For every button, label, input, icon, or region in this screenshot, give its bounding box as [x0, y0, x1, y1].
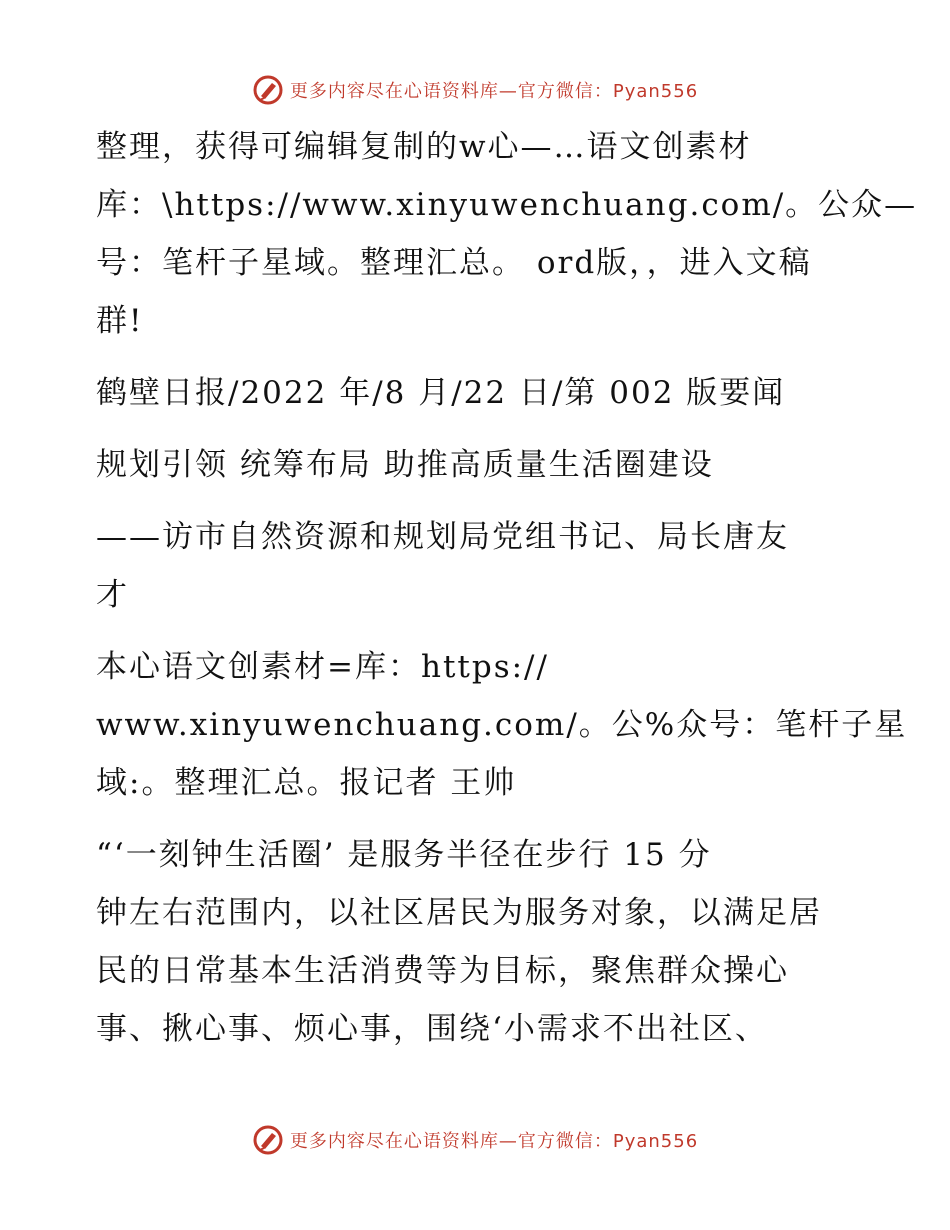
- article-subtitle: [96, 508, 866, 624]
- header-watermark: [0, 70, 950, 110]
- watermark-text: [290, 77, 698, 103]
- footer-watermark: [0, 1120, 950, 1160]
- text-line: 事、揪心事、烦心事，围绕‘小需求不出社区、: [96, 1011, 768, 1047]
- text-line: “‘一刻钟生活圈’ 是服务半径在步行 15 分: [96, 837, 712, 873]
- text-line: 群!: [96, 303, 144, 339]
- document-body: [96, 118, 918, 1072]
- article-title: [96, 436, 866, 494]
- watermark-wechat-id: Pyan556: [612, 1131, 699, 1152]
- paragraph-body: [96, 826, 866, 1058]
- brand-logo-icon: [252, 1124, 284, 1156]
- watermark-wechat-label: 官方微信：: [517, 1131, 613, 1152]
- text-line: 才: [96, 577, 129, 613]
- paragraph-source: [96, 364, 866, 422]
- text-line: 本心语文创素材=库：https://: [96, 649, 549, 685]
- text-line: ——访市自然资源和规划局党组书记、局长唐友: [96, 519, 789, 555]
- text-line: 库：\https://www.xinyuwenchuang.com/。公众—: [96, 187, 918, 223]
- watermark-dash: —: [498, 1131, 518, 1152]
- text-line: 号：笔杆子星域。整理汇总。 ord版，，进入文稿: [96, 245, 812, 281]
- text-line: 整理，获得可编辑复制的w心—…语文创素材: [96, 129, 752, 165]
- watermark-text: [290, 1127, 698, 1153]
- watermark-wechat-label: 官方微信：: [517, 81, 613, 102]
- text-line: www.xinyuwenchuang.com/。公%众号：笔杆子星: [96, 707, 908, 743]
- text-line: 规划引领 统筹布局 助推高质量生活圈建设: [96, 447, 714, 483]
- watermark-dash: —: [498, 81, 518, 102]
- watermark-title: 更多内容尽在心语资料库: [289, 81, 499, 102]
- paragraph-intro: [96, 118, 918, 350]
- paragraph-byline: [96, 638, 908, 812]
- watermark-title: 更多内容尽在心语资料库: [289, 1131, 499, 1152]
- watermark-wechat-id: Pyan556: [612, 81, 699, 102]
- text-line: 民的日常基本生活消费等为目标，聚焦群众操心: [96, 953, 789, 989]
- text-line: 鹤壁日报/2022 年/8 月/22 日/第 002 版要闻: [96, 375, 786, 411]
- text-line: 钟左右范围内，以社区居民为服务对象，以满足居: [96, 895, 822, 931]
- brand-logo-icon: [252, 74, 284, 106]
- text-line: 域:。整理汇总。报记者 王帅: [96, 765, 517, 801]
